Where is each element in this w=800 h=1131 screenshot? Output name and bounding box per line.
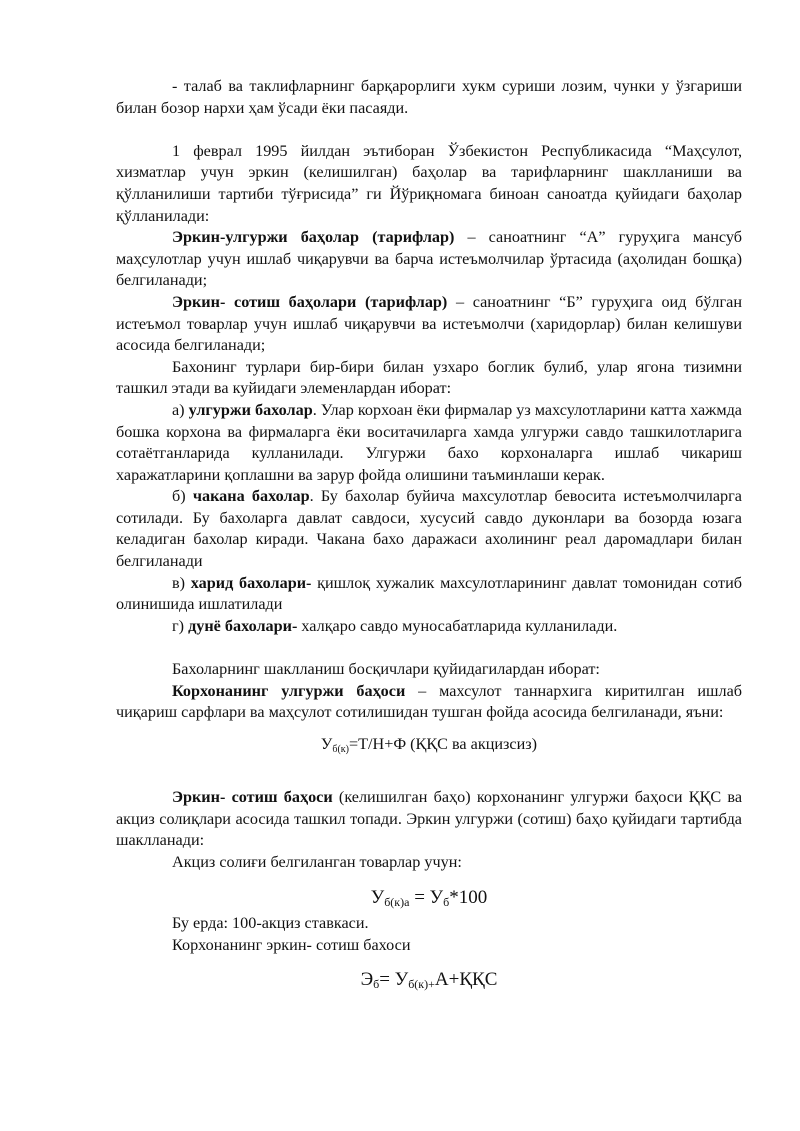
definition-wholesale-prices: . Улар корхоан ёки фирмалар уз махсулотларини катта хажмда бошка корхона ва фирмаларга ёки воситачиларга хамда улгуржи савдо ташкилотларига сотаётганларида кулланилади. Улгуржи бахо корхоналарга ишлаб чикариш харажатларини қоплашни ва зарур фойда олишини таъминлаши керак. [116, 400, 742, 484]
formula-symbol: У [370, 887, 385, 909]
paragraph-purchase-prices [116, 573, 742, 616]
formula-expression: =Т/Н+Ф (ҚҚС ва акцизсиз) [349, 734, 538, 753]
paragraph-enterprise-free-selling: Корхонанинг эркин- сотиш бахоси [172, 935, 411, 954]
formula-symbol: У [320, 734, 333, 753]
paragraph-free-selling-price [116, 787, 742, 852]
definition-retail-prices: . Бу бахолар буйича махсулотлар бевосита истеъмолчиларга сотилади. Бу бахоларга давлат савдоси, хусусий савдо дуконлари ва бозорда юзага келадиган бахолар киради. Чакана бахо даражаси ахолининг реал даромадлари билан белгиланади [116, 487, 742, 571]
formula-symbol: Э [360, 968, 374, 990]
paragraph-world-prices [116, 616, 742, 638]
spacer [116, 119, 742, 141]
list-marker-b: б) [172, 487, 193, 506]
paragraph-excise-goods: Акциз солиғи белгиланган товарлар учун: [172, 852, 462, 871]
list-marker-v: в) [172, 573, 191, 592]
definition-free-wholesale: – саноатнинг “А” гуруҳига мансуб маҳсулотлар учун ишлаб чиқарувчи ва барча истеъмолчилар ўртасида (аҳолидан бошқа) белгиланади; [116, 228, 742, 290]
term-world-prices: дунё бахолари- [188, 616, 298, 635]
paragraph-price-system: Бахонинг турлари бир-бири билан узхаро боглик булиб, улар ягона тизимни ташкил этади ва куйидаги элеменлардан иборат: [116, 357, 742, 398]
formula-operator: = У [409, 887, 444, 909]
formula-wholesale-price [116, 734, 742, 756]
term-free-wholesale: Эркин-улгуржи баҳолар (тарифлар) [172, 228, 455, 247]
definition-free-selling: – саноатнинг “Б” гуруҳига оид бўлган истеъмол товарлар учун ишлаб чиқарувчи ва истеъмолчи (харидорлар) билан келишуви асосида белгиланади; [116, 292, 742, 355]
term-free-selling: Эркин- сотиш баҳолари (тарифлар) [172, 292, 448, 311]
list-marker-a: а) [172, 400, 189, 419]
formula-free-selling-price [116, 967, 742, 993]
paragraph-excise-rate-note: Бу ерда: 100-акциз ставкаси. [172, 914, 369, 933]
formula-subscript: б [443, 895, 450, 910]
formula-operator: = У [379, 968, 409, 990]
paragraph-supply-demand: - талаб ва таклифларнинг барқарорлиги хукм суриши лозим, чунки у ўзгариши билан бозор нархи ҳам ўсади ёки пасаяди. [116, 77, 742, 117]
formula-expression: А+ҚҚС [434, 968, 498, 990]
paragraph-decree-1995: 1 феврал 1995 йилдан эътиборан Ўзбекистон Республикасида “Маҳсулот, хизматлар учун эркин (келишилган) баҳолар ва тарифларнинг шаклланиши ва қўлланилиши тартиби тўғрисида” ги Йўриқномага биноан саноатда қуйидаги баҳолар қўлланилади: [116, 141, 742, 225]
definition-purchase-prices: қишлоқ хужалик махсулотларининг давлат томонидан сотиб олинишида ишлатилади [116, 573, 742, 614]
term-enterprise-wholesale: Корхонанинг улгуржи баҳоси [172, 681, 406, 700]
paragraph-wholesale-prices [116, 400, 742, 486]
document-page [116, 76, 742, 993]
paragraph-free-wholesale [116, 227, 742, 292]
definition-enterprise-wholesale: – махсулот таннархига киритилган ишлаб чиқариш сарфлари ва маҳсулот сотилишидан тушган фойда асосида белгиланади, яъни: [116, 681, 742, 722]
formula-subscript: б(к) [332, 743, 349, 755]
paragraph-free-selling [116, 292, 742, 357]
term-wholesale-prices: улгуржи бахолар [188, 400, 313, 419]
definition-world-prices: халқаро савдо муносабатларида кулланилади. [297, 616, 618, 635]
term-purchase-prices: харид бахолари- [190, 573, 312, 592]
paragraph-price-stages: Бахоларнинг шаклланиш босқичлари қуйидагилардан иборат: [172, 660, 600, 679]
list-marker-g: г) [172, 616, 189, 635]
formula-expression: *100 [449, 887, 488, 909]
paragraph-enterprise-wholesale [116, 681, 742, 724]
term-free-selling-price: Эркин- сотиш баҳоси [172, 788, 333, 806]
formula-excise-price [116, 885, 742, 911]
paragraph-retail-prices [116, 486, 742, 572]
term-retail-prices: чакана бахолар [192, 487, 310, 506]
formula-subscript: б(к)а [384, 895, 410, 910]
formula-subscript: б(к)+ [408, 976, 435, 991]
spacer [116, 765, 742, 787]
spacer [116, 637, 742, 659]
definition-free-selling-price: (келишилган баҳо) корхонанинг улгуржи баҳоси ҚҚС ва акциз солиқлари асосида ташкил топади. Эркин улгуржи (сотиш) баҳо қуйидаги тартибда шаклланади: [116, 788, 743, 850]
formula-subscript: б [373, 976, 380, 991]
